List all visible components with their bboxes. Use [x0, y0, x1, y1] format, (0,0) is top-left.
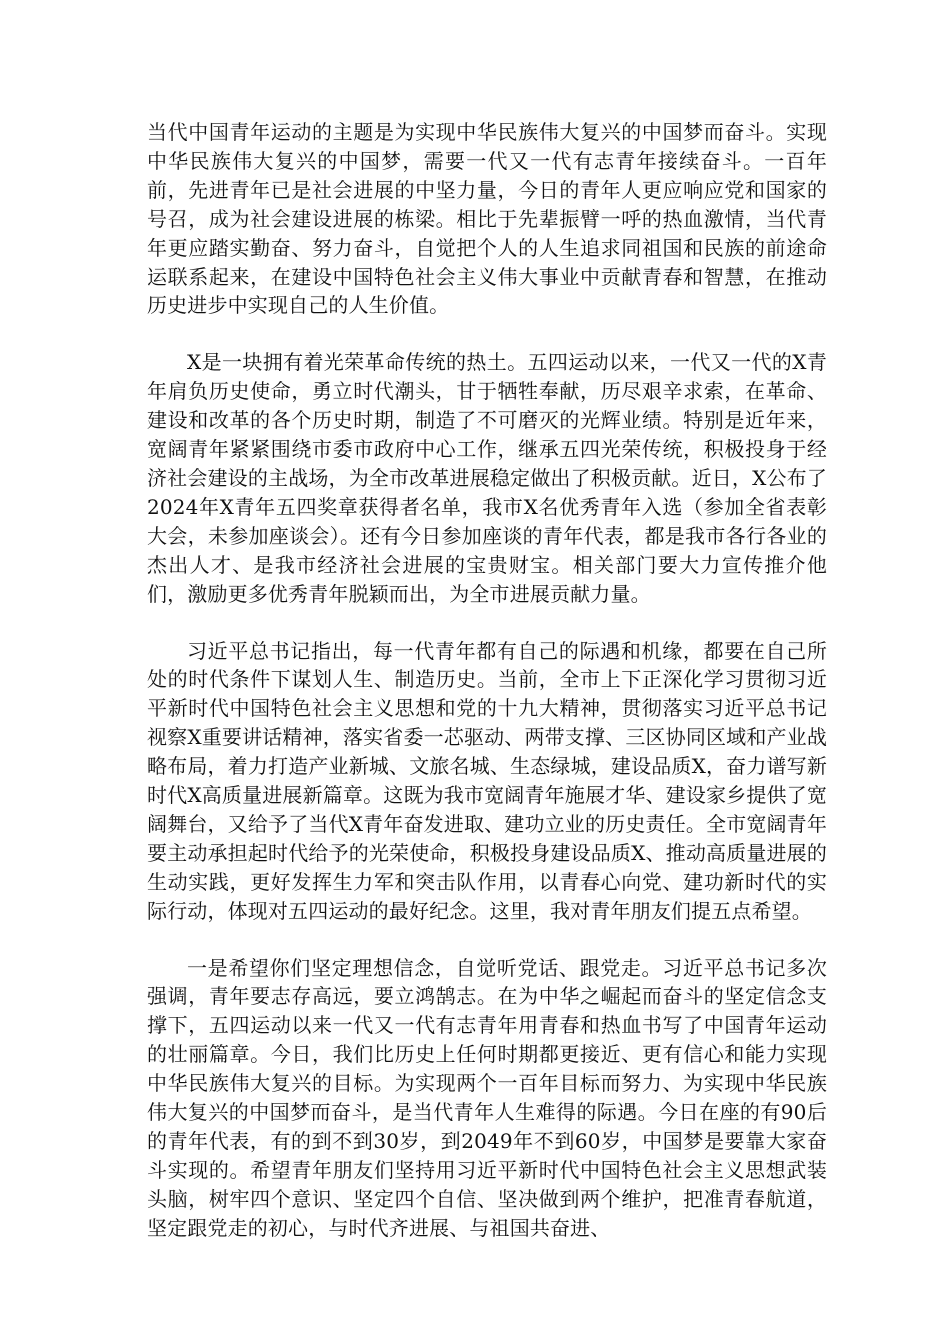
paragraph-3: 习近平总书记指出，每一代青年都有自己的际遇和机缘，都要在自己所处的时代条件下谋划人生、制造历史。当前，全市上下正深化学习贯彻习近平新时代中国特色社会主义思想和党的十九大精神，贯彻落实习近平总书记视察X重要讲话精神，落实省委一芯驱动、两带支撑、三区协同区域和产业战略布局，着力打造产业新城、文旅名城、生态绿城，建设品质X，奋力谱写新时代X高质量进展新篇章。这既为我市宽阔青年施展才华、建设家乡提供了宽阔舞台，又给予了当代X青年奋发进取、建功立业的历史责任。全市宽阔青年要主动承担起时代给予的光荣使命，积极投身建设品质X、推动高质量进展的生动实践，更好发挥生力军和突击队作用，以青春心向党、建功新时代的实际行动，体现对五四运动的最好纪念。这里，我对青年朋友们提五点希望。	[147, 638, 827, 923]
paragraph-1: 当代中国青年运动的主题是为实现中华民族伟大复兴的中国梦而奋斗。实现中华民族伟大复兴的中国梦，需要一代又一代有志青年接续奋斗。一百年前，先进青年已是社会进展的中坚力量，今日的青年人更应响应党和国家的号召，成为社会建设进展的栋梁。相比于先辈振臂一呼的热血激情，当代青年更应踏实勤奋、努力奋斗，自觉把个人的人生追求同祖国和民族的前途命运联系起来，在建设中国特色社会主义伟大事业中贡献青春和智慧，在推动历史进步中实现自己的人生价值。	[147, 120, 827, 318]
paragraph-2: X是一块拥有着光荣革命传统的热土。五四运动以来，一代又一代的X青年肩负历史使命，勇立时代潮头，甘于牺牲奉献，历尽艰辛求索，在革命、建设和改革的各个历史时期，制造了不可磨灭的光辉业绩。特别是近年来，宽阔青年紧紧围绕市委市政府中心工作，继承五四光荣传统，积极投身于经济社会建设的主战场，为全市改革进展稳定做出了积极贡献。近日，X公布了2024年X青年五四奖章获得者名单，我市X名优秀青年入选（参加全省表彰大会，未参加座谈会）。还有今日参加座谈的青年代表，都是我市各行各业的杰出人才、是我市经济社会进展的宝贵财宝。相关部门要大力宣传推介他们，激励更多优秀青年脱颖而出，为全市进展贡献力量。	[147, 350, 827, 606]
document-body	[147, 118, 827, 1271]
paragraph-4: 一是希望你们坚定理想信念，自觉听党话、跟党走。习近平总书记多次强调，青年要志存高远，要立鸿鹄志。在为中华之崛起而奋斗的坚定信念支撑下，五四运动以来一代又一代有志青年用青春和热血书写了中国青年运动的壮丽篇章。今日，我们比历史上任何时期都更接近、更有信心和能力实现中华民族伟大复兴的目标。为实现两个一百年目标而努力、为实现中华民族伟大复兴的中国梦而奋斗，是当代青年人生难得的际遇。今日在座的有90后的青年代表，有的到不到30岁，到2049年不到60岁，中国梦是要靠大家奋斗实现的。希望青年朋友们坚持用习近平新时代中国特色社会主义思想武装头脑，树牢四个意识、坚定四个自信、坚决做到两个维护，把准青春航道，坚定跟党走的初心，与时代齐进展、与祖国共奋进、	[147, 955, 827, 1240]
